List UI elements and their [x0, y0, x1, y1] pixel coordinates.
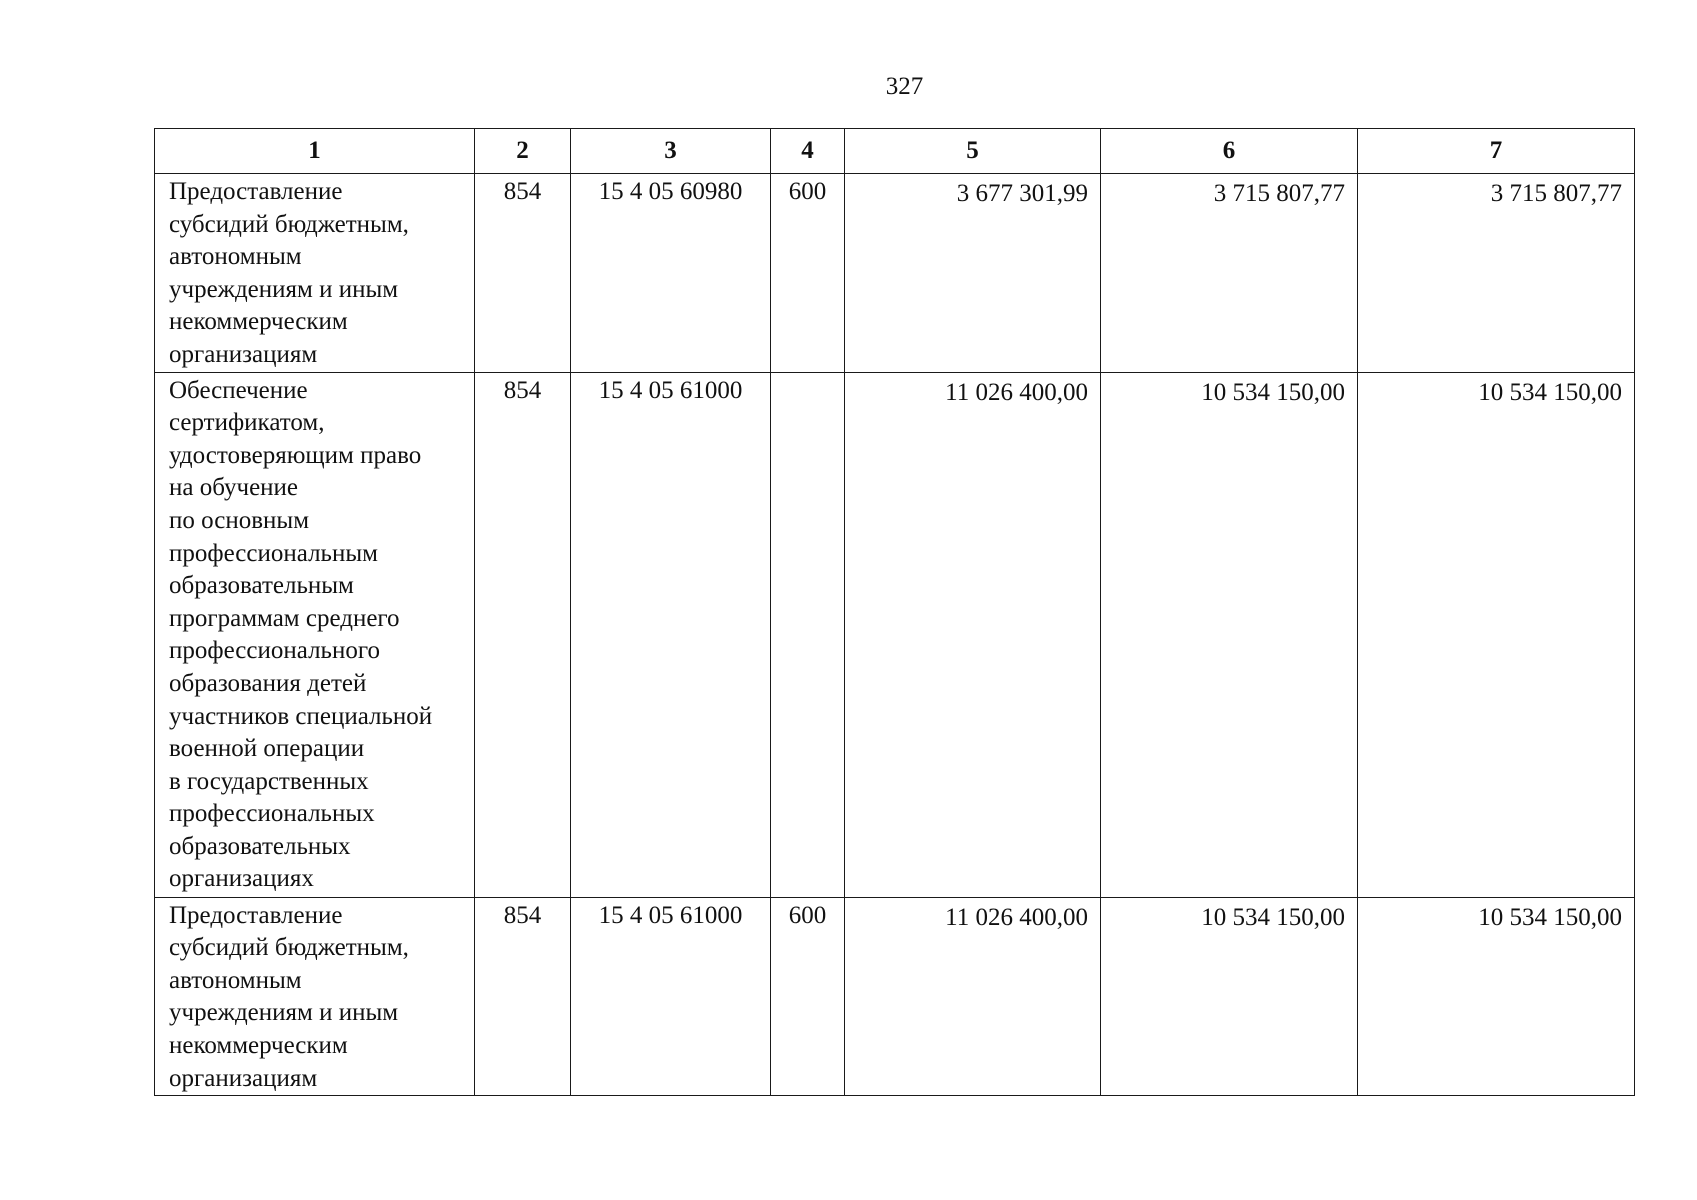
- row-name-line: на обучение: [169, 474, 299, 502]
- header-row: [155, 129, 1635, 174]
- row-name-line: субсидий бюджетным,: [169, 934, 409, 962]
- row-col4-cell: 600: [771, 897, 845, 1096]
- row-name-line: учреждениям и иным: [169, 275, 399, 303]
- row-name-line: профессиональных: [169, 800, 375, 828]
- table-row: [155, 174, 1635, 373]
- row-col6-cell: 3 715 807,77: [1101, 174, 1358, 373]
- row-name-line: образовательных: [169, 832, 351, 860]
- row-name-line: профессиональным: [169, 539, 378, 567]
- row-col7-cell: 3 715 807,77: [1358, 174, 1635, 373]
- row-col5-cell: 11 026 400,00: [845, 372, 1101, 897]
- row-col2-cell: 854: [475, 372, 571, 897]
- header-col-2: 2: [475, 129, 571, 174]
- row-name-cell: [155, 372, 475, 897]
- row-name-line: некоммерческим: [169, 1031, 348, 1059]
- row-name-line: образования детей: [169, 669, 367, 697]
- table-row: [155, 372, 1635, 897]
- row-name-line: в государственных: [169, 767, 369, 795]
- row-name-cell: [155, 897, 475, 1096]
- header-col-1: 1: [155, 129, 475, 174]
- row-col7-cell: 10 534 150,00: [1358, 372, 1635, 897]
- row-name-line: автономным: [169, 966, 302, 994]
- page-number: 327: [885, 73, 924, 100]
- row-name-cell: [155, 174, 475, 373]
- table-row: [155, 897, 1635, 1096]
- row-name-line: образовательным: [169, 572, 354, 600]
- budget-table: [154, 128, 1635, 1096]
- row-name-line: по основным: [169, 506, 310, 534]
- row-name-line: некоммерческим: [169, 308, 348, 336]
- row-name-line: военной операции: [169, 735, 365, 763]
- row-name-line: профессионального: [169, 637, 380, 665]
- row-col7-cell: 10 534 150,00: [1358, 897, 1635, 1096]
- row-name-line: учреждениям и иным: [169, 999, 399, 1027]
- row-name-line: программам среднего: [169, 604, 400, 632]
- row-col5-cell: 11 026 400,00: [845, 897, 1101, 1096]
- row-col6-cell: 10 534 150,00: [1101, 897, 1358, 1096]
- row-name-line: сертификатом,: [169, 409, 325, 437]
- row-name-line: Предоставление: [169, 178, 343, 205]
- row-col3-cell: 15 4 05 61000: [571, 897, 771, 1096]
- row-name-line: Предоставление: [169, 901, 343, 929]
- row-col3-cell: 15 4 05 60980: [571, 174, 771, 373]
- header-col-7: 7: [1358, 129, 1635, 174]
- header-col-4: 4: [771, 129, 845, 174]
- header-col-5: 5: [845, 129, 1101, 174]
- header-col-3: 3: [571, 129, 771, 174]
- row-col6-cell: 10 534 150,00: [1101, 372, 1358, 897]
- row-name-line: организациях: [169, 865, 314, 893]
- row-col4-cell: [771, 372, 845, 897]
- row-col5-cell: 3 677 301,99: [845, 174, 1101, 373]
- row-col4-cell: 600: [771, 174, 845, 373]
- row-col2-cell: 854: [475, 897, 571, 1096]
- row-name-line: участников специальной: [169, 702, 433, 730]
- row-name-line: организациям: [169, 340, 318, 368]
- row-name-line: автономным: [169, 243, 302, 271]
- header-col-6: 6: [1101, 129, 1358, 174]
- row-name-line: удостоверяющим право: [169, 441, 422, 469]
- row-name-line: Обеспечение: [169, 376, 308, 404]
- row-name-line: субсидий бюджетным,: [169, 210, 409, 238]
- row-name-line: организациям: [169, 1064, 318, 1092]
- row-col2-cell: 854: [475, 174, 571, 373]
- row-col3-cell: 15 4 05 61000: [571, 372, 771, 897]
